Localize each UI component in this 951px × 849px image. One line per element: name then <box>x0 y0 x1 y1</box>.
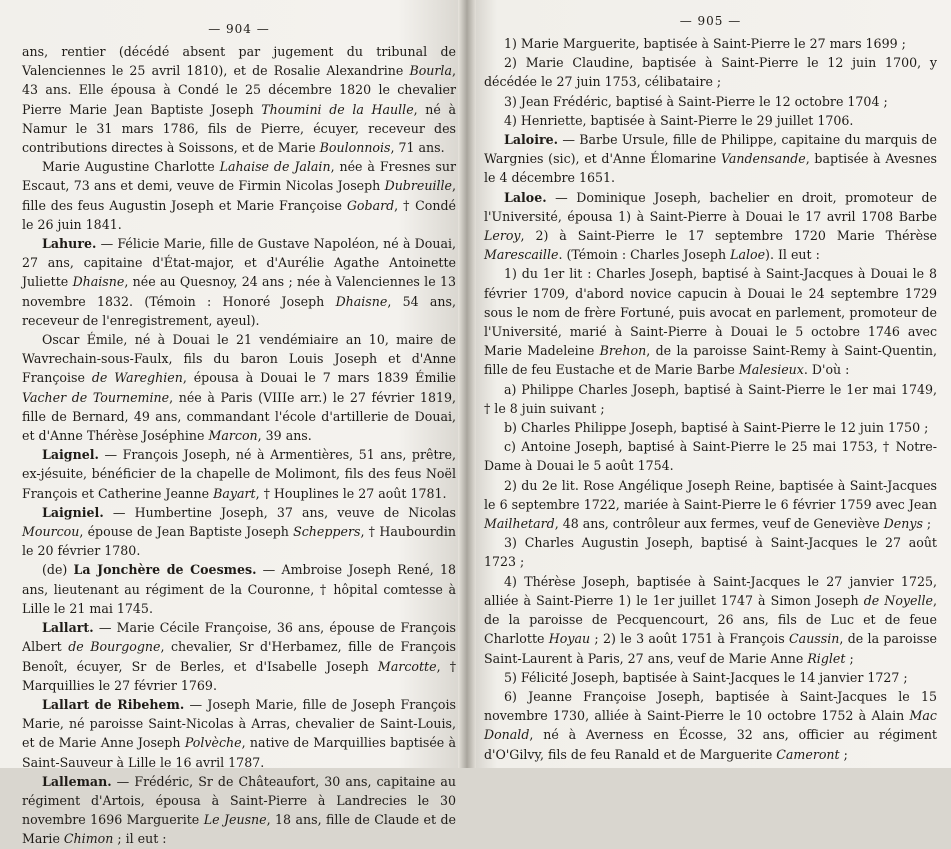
text-run: , née à Fresnes sur Escaut, 73 ans et demi, veuve de Firmin Nicolas Joseph <box>22 159 457 194</box>
entry-heading: Lallart de Ribehem. <box>42 696 185 712</box>
paragraph <box>484 437 937 475</box>
italic-name: Lahaise de Jalain <box>219 159 331 175</box>
italic-name: Denys <box>883 516 923 532</box>
text-run: ; <box>839 746 848 762</box>
italic-name: Marcotte <box>377 658 437 674</box>
italic-name: Scheppers <box>293 524 361 540</box>
text-run: , 48 ans, contrôleur aux fermes, veuf de Geneviève <box>554 516 884 532</box>
text-run: , † Marquillies le 27 février 1769. <box>22 658 456 693</box>
text-run: , baptisée à Avesnes le 4 décembre 1651. <box>484 151 937 186</box>
paragraph <box>22 445 456 503</box>
left-page-text <box>22 42 456 849</box>
text-run: a) Philippe Charles Joseph, baptisé à Saint-Pierre le 1er mai 1749, † le 8 juin suivant ; <box>484 381 937 416</box>
italic-name: Chimon <box>63 831 114 847</box>
text-run: , 54 ans, receveur de l'enregistrement, ayeul). <box>22 293 456 328</box>
text-run: 4) Thérèse Joseph, baptisée à Saint-Jacques le 27 janvier 1725, alliée à Saint-Pierre 1) le 1er juillet 1747 à Simon Joseph <box>484 573 937 608</box>
right-page-text <box>484 34 937 764</box>
italic-name: Dhaisne <box>335 293 388 309</box>
text-run: ). Il eut : <box>765 247 820 263</box>
text-run: , de la paroisse Saint-Remy à Saint-Quentin, fille de feu Eustache et de Marie Barbe <box>484 343 937 378</box>
italic-name: Mailhetard <box>484 516 555 532</box>
text-run: , chevalier, Sr d'Herbamez, fille de François Benoît, écuyer, Sr de Berles, et d'Isabelle Joseph <box>22 639 456 674</box>
text-run: , de la paroisse Saint-Laurent à Paris, 27 ans, veuf de Marie Anne <box>484 631 937 666</box>
paragraph <box>484 188 937 265</box>
paragraph <box>22 618 456 695</box>
entry-heading: Laignel. <box>42 447 99 463</box>
text-run: , fille des feus Augustin Joseph et Marie Françoise <box>22 178 456 213</box>
italic-name: Thoumini de la Haulle <box>261 101 414 117</box>
italic-name: Caussin <box>789 631 840 647</box>
italic-name: Marcon <box>208 428 258 444</box>
italic-name: Cameront <box>776 746 840 762</box>
text-run: — François Joseph, né à Armentières, 51 ans, prêtre, ex-jésuite, bénéficier de la chapelle de Molimont, fils des feus Noël François et Catherine Jeanne <box>22 447 456 501</box>
text-run: — Félicie Marie, fille de Gustave Napoléon, né à Douai, 27 ans, capitaine d'État-major, et d'Aurélie Agathe Antoinette Juliette <box>22 236 456 290</box>
text-run: 3) Charles Augustin Joseph, baptisé à Saint-Jacques le 27 août 1723 ; <box>484 535 937 570</box>
italic-name: Dhaisne <box>72 274 125 290</box>
text-run: , de la paroisse de Pecquencourt, 26 ans, fils de Luc et de feue Charlotte <box>484 592 937 647</box>
paragraph <box>22 772 456 849</box>
text-run: , épouse de Jean Baptiste Joseph <box>79 524 294 540</box>
italic-name: Polvèche <box>184 735 242 751</box>
entry-heading: Laigniel. <box>42 504 104 520</box>
text-run: — Frédéric, Sr de Châteaufort, 30 ans, capitaine au régiment d'Artois, épousa à Saint-Pierre à Landrecies le 30 novembre 1696 Marguerite <box>22 773 456 828</box>
italic-name: Hoyau <box>548 631 591 647</box>
text-run: — Barbe Ursule, fille de Philippe, capitaine du marquis de Wargnies (sic), et d'Anne Élomarine <box>484 132 937 167</box>
left-page <box>0 0 468 847</box>
paragraph <box>22 503 456 561</box>
text-run: — Joseph Marie, fille de Joseph François Marie, né paroisse Saint-Nicolas à Arras, chevalier de Saint-Louis, et de Marie Anne Joseph <box>22 696 457 751</box>
text-run: , † Houplines le 27 août 1781. <box>255 485 447 501</box>
italic-name: Le Jeusne <box>203 812 267 828</box>
entry-heading: Laloe. <box>504 189 547 205</box>
italic-name: de Wareghien <box>91 370 183 386</box>
paragraph <box>484 92 937 111</box>
text-run: c) Antoine Joseph, baptisé à Saint-Pierre le 25 mai 1753, † Notre-Dame à Douai le 5 août 1754. <box>484 439 937 474</box>
text-run: Marie Augustine Charlotte <box>42 159 220 175</box>
italic-name: Dubreuille <box>384 178 452 194</box>
text-run: , † Condé le 26 juin 1841. <box>22 197 456 232</box>
text-run: , native de Marquillies baptisée à Saint-Sauveur à Lille le 16 avril 1787. <box>22 735 457 770</box>
text-run: — Dominique Joseph, bachelier en droit, promoteur de l'Université, épousa 1) à Saint-Pierre à Douai le 17 avril 1708 Barbe <box>484 189 937 224</box>
right-page-number: — 905 — <box>679 14 742 28</box>
entry-heading: Lallart. <box>42 620 94 636</box>
text-run: ; <box>845 650 854 666</box>
text-run: , 2) à Saint-Pierre le 17 septembre 1720 Marie Thérèse <box>520 228 937 244</box>
paragraph <box>22 560 456 618</box>
italic-name: Bayart <box>213 485 256 501</box>
text-run: 5) Félicité Joseph, baptisée à Saint-Jacques le 14 janvier 1727 ; <box>504 669 908 685</box>
italic-name: Gobard <box>346 197 395 213</box>
text-run: b) Charles Philippe Joseph, baptisé à Saint-Pierre le 12 juin 1750 ; <box>504 420 929 436</box>
text-run: 4) Henriette, baptisée à Saint-Pierre le 29 juillet 1706. <box>504 112 854 128</box>
paragraph <box>22 695 456 772</box>
italic-name: Marescaille <box>484 247 559 263</box>
italic-name: Vacher de Tournemine <box>22 389 170 405</box>
text-run: — Marie Cécile Françoise, 36 ans, épouse de François Albert <box>22 620 456 655</box>
text-run: ; il eut : <box>113 831 167 847</box>
text-run: , 39 ans. <box>257 428 312 444</box>
text-run: , née au Quesnoy, 24 ans ; née à Valenciennes le 13 novembre 1832. (Témoin : Honoré Joseph <box>22 274 456 309</box>
paragraph <box>484 668 937 687</box>
italic-name: Riglet <box>807 650 846 666</box>
paragraph <box>484 380 937 418</box>
book-gutter <box>458 0 476 768</box>
text-run: 3) Jean Frédéric, baptisé à Saint-Pierre le 12 octobre 1704 ; <box>504 93 888 109</box>
italic-name: Boulonnois <box>319 140 391 156</box>
text-run: — Humbertine Joseph, 37 ans, veuve de Nicolas <box>103 504 456 520</box>
text-run: 1) du 1er lit : Charles Joseph, baptisé à Saint-Jacques à Douai le 8 février 1709, d'abord novice capucin à Douai le 24 septembre 1729 sous le nom de frère Fortuné, puis avocat en parlement, promoteur de l'Université, marié à Saint-Pierre à Douai le 5 octobre 1746 avec Marie Madeleine <box>484 266 937 359</box>
italic-name: Vandensande <box>720 151 806 167</box>
entry-heading: La Jonchère de Coesmes. <box>73 562 257 578</box>
italic-name: Malesieux <box>738 362 804 378</box>
paragraph <box>484 476 937 534</box>
text-run: , 18 ans, fille de Claude et de Marie <box>22 812 456 847</box>
text-run: Oscar Émile, né à Douai le 21 vendémiaire an 10, maire de Wavrechain-sous-Faulx, fils du baron Louis Joseph et d'Anne Françoise <box>22 332 456 386</box>
text-run: (de) <box>42 562 74 578</box>
text-run: 6) Jeanne Françoise Joseph, baptisée à Saint-Jacques le 15 novembre 1730, alliée à Saint-Pierre le 10 octobre 1752 à Alain <box>484 688 937 724</box>
paragraph <box>484 130 937 188</box>
entry-heading: Laloire. <box>504 132 559 148</box>
text-run: ; 2) le 3 août 1751 à François <box>590 631 790 647</box>
paragraph <box>484 111 937 130</box>
italic-name: Mac Donald <box>484 708 937 743</box>
italic-name: Laloe <box>730 247 766 263</box>
italic-name: Leroy <box>484 228 521 244</box>
paragraph <box>484 34 937 53</box>
paragraph <box>484 533 937 571</box>
italic-name: Brehon <box>599 343 647 359</box>
text-run: ; <box>922 516 932 532</box>
paragraph <box>22 234 456 330</box>
text-run: , né à Averness en Écosse, 32 ans, officier au régiment d'O'Gilvy, fils de feu Ranald et de Marguerite <box>484 727 937 762</box>
paragraph <box>484 264 937 379</box>
text-run: , épousa à Douai le 7 mars 1839 Émilie <box>182 370 456 386</box>
right-page <box>468 0 951 768</box>
paragraph <box>22 42 456 157</box>
text-run: , † Haubourdin le 20 février 1780. <box>22 524 457 559</box>
left-page-number: — 904 — <box>208 22 270 36</box>
entry-heading: Lalleman. <box>42 773 112 789</box>
text-run: . (Témoin : Charles Joseph <box>558 247 731 263</box>
entry-heading: Lahure. <box>42 236 97 252</box>
italic-name: Bourla <box>409 63 452 79</box>
paragraph <box>484 418 937 437</box>
paragraph <box>22 330 456 445</box>
text-run: , née à Paris (VIIIe arr.) le 27 février 1819, fille de Bernard, 49 ans, commandant l'école d'artillerie de Douai, et d'Anne Thérèse Joséphine <box>22 389 456 444</box>
italic-name: de Noyelle <box>863 592 933 608</box>
italic-name: Mourcou <box>22 524 80 540</box>
text-run: 2) Marie Claudine, baptisée à Saint-Pierre le 12 juin 1700, y décédée le 27 juin 1753, célibataire ; <box>484 55 937 90</box>
text-run: , 43 ans. Elle épousa à Condé le 25 décembre 1820 le chevalier Pierre Marie Jean Baptiste Joseph <box>22 63 456 117</box>
paragraph <box>484 53 937 91</box>
text-run: 2) du 2e lit. Rose Angélique Joseph Reine, baptisée à Saint-Jacques le 6 septembre 1722, mariée à Saint-Pierre le 6 février 1759 avec Jean <box>484 477 937 512</box>
italic-name: de Bourgogne <box>68 639 161 655</box>
text-run: 1) Marie Marguerite, baptisée à Saint-Pierre le 27 mars 1699 ; <box>504 36 906 51</box>
text-run: , 71 ans. <box>390 140 445 156</box>
paragraph <box>484 687 937 764</box>
text-run: , né à Namur le 31 mars 1786, fils de Pierre, écuyer, receveur des contributions directes à Soissons, et de Marie <box>22 101 457 156</box>
paragraph <box>22 157 456 234</box>
text-run: ans, rentier (décédé absent par jugement du tribunal de Valenciennes le 25 avril 1810), et de Rosalie Alexandrine <box>22 44 456 79</box>
paragraph <box>484 572 937 668</box>
text-run: . D'où : <box>803 362 850 378</box>
text-run: — Ambroise Joseph René, 18 ans, lieutenant au régiment de la Couronne, † hôpital comtesse à Lille le 21 mai 1745. <box>22 562 456 616</box>
